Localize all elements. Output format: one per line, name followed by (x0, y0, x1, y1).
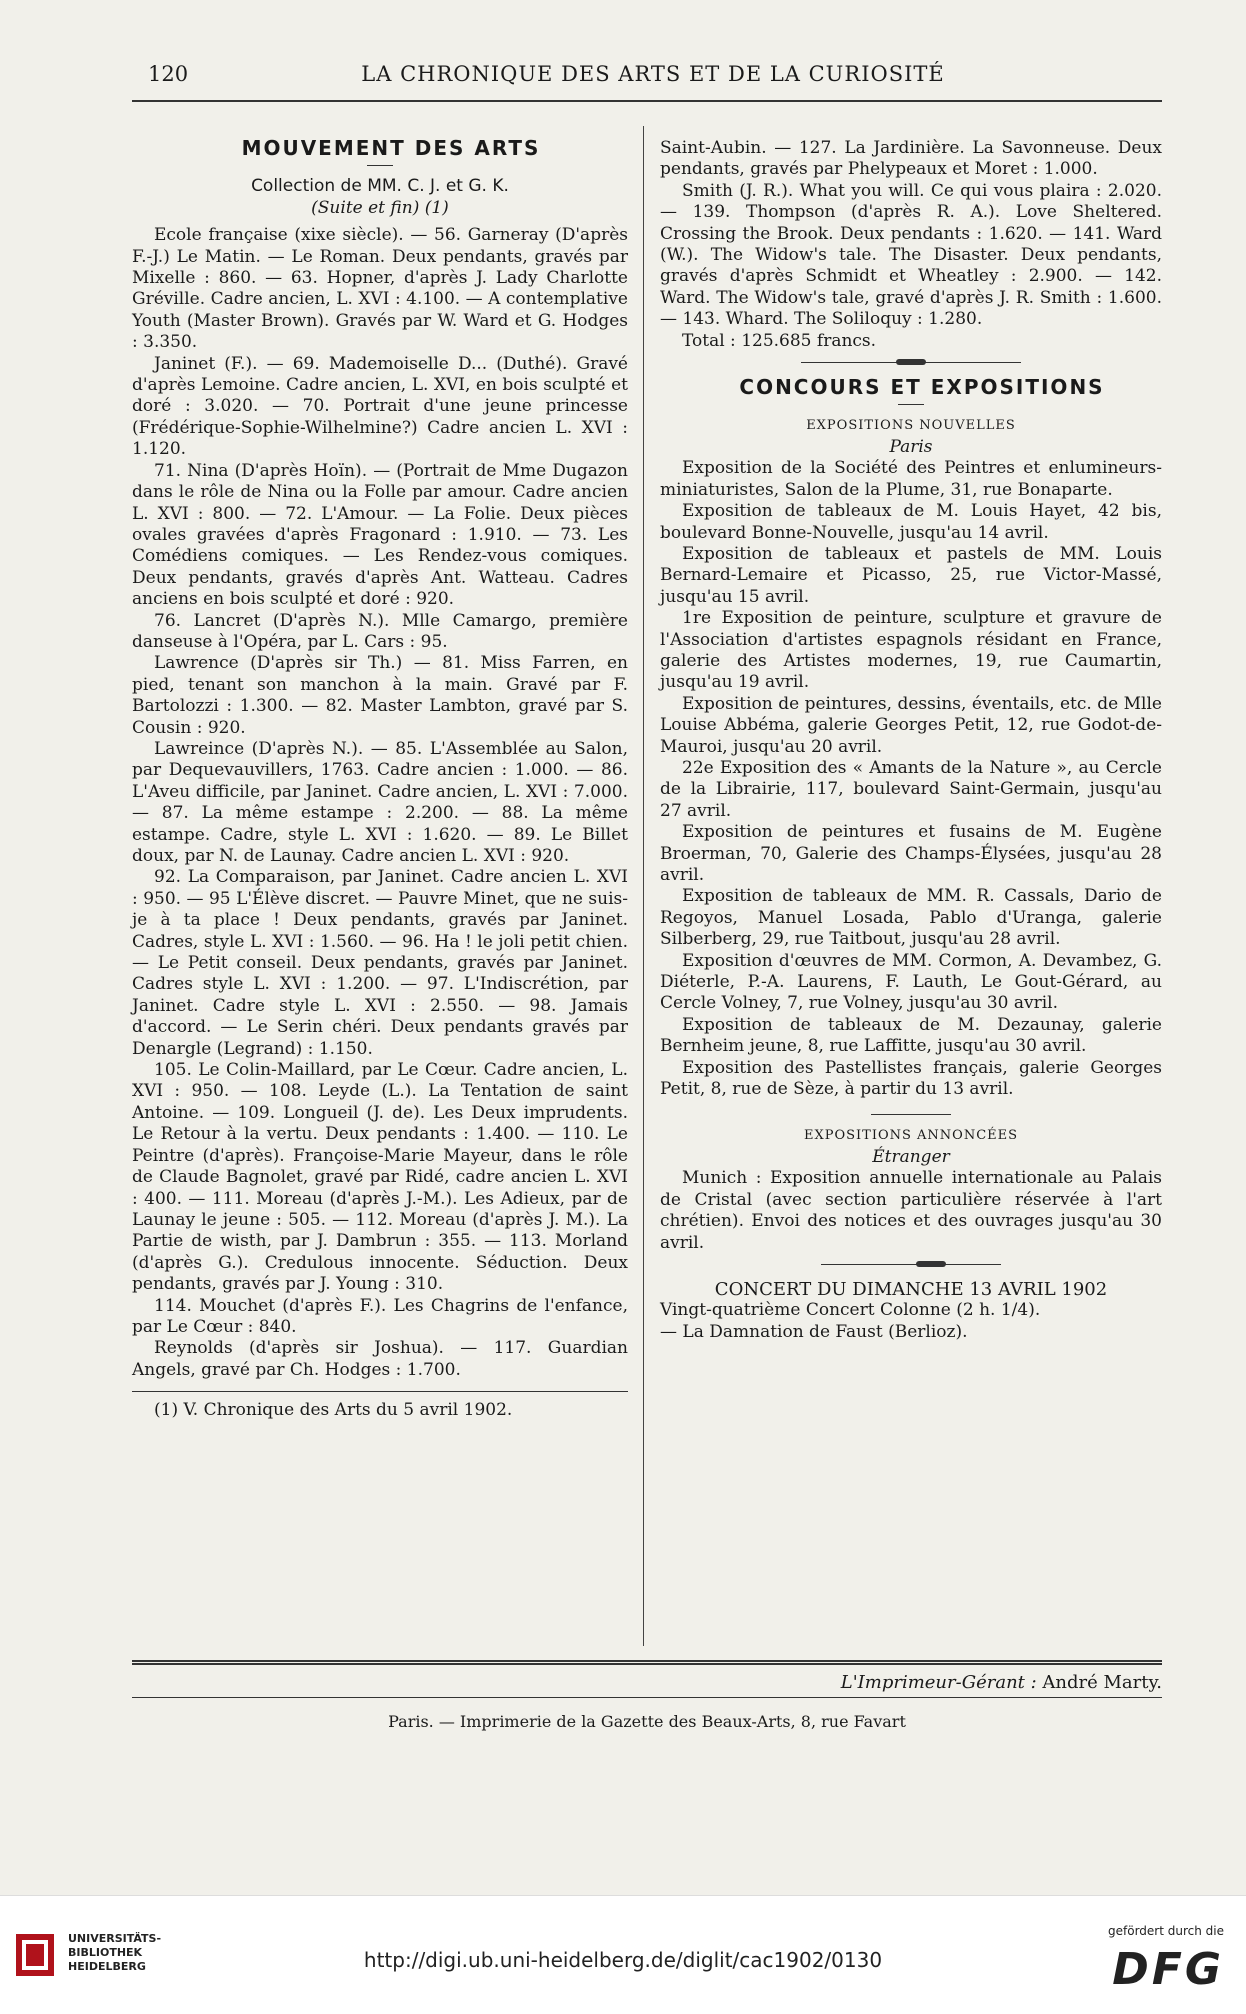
permalink-url[interactable]: http://digi.ub.uni-heidelberg.de/diglit/cac1902/0130 (363, 1948, 883, 1972)
exposition-item: Exposition de peintures, dessins, éventails, etc. de Mlle Louise Abbéma, galerie Georges Petit, 12, rue Godot-de-Mauroi, jusqu'au 20 avril. (660, 693, 1162, 757)
exposition-item: Exposition de tableaux de M. Louis Hayet, 42 bis, boulevard Bonne-Nouvelle, jusqu'au 14 avril. (660, 501, 1162, 543)
munich-item: Munich : Exposition annuelle internationale au Palais de Cristal (avec section particulière réservée à l'art chrétien). Envoi des notices et des ouvrages jusqu'au 30 avril. (660, 1168, 1162, 1253)
left-column (132, 138, 628, 1422)
concert-line: Vingt-quatrième Concert Colonne (2 h. 1/4). (660, 1300, 1041, 1321)
exposition-item: 1re Exposition de peinture, sculpture et gravure de l'Association d'artistes espagnols résidant en France, galerie des Artistes modernes, 19, rue Caumartin, jusqu'au 19 avril. (660, 608, 1162, 693)
ornament-rule (821, 1264, 1001, 1265)
heading-dash (367, 165, 393, 166)
paragraph: Saint-Aubin. — 127. La Jardinière. La Savonneuse. Deux pendants, gravés par Phelypeaux et Moret : 1.000. (660, 138, 1162, 180)
footnote: (1) V. Chronique des Arts du 5 avril 1902. (154, 1400, 513, 1421)
exposition-item: Exposition de la Société des Peintres et enlumineurs-miniaturistes, Salon de la Plume, 31, rue Bonaparte. (660, 458, 1162, 500)
column-divider (643, 126, 644, 1646)
ornament-rule (801, 362, 1021, 363)
paragraph: 114. Mouchet (d'après F.). Les Chagrins de l'enfance, par Le Cœur : 840. (132, 1295, 628, 1337)
footer-rule (132, 1697, 1162, 1698)
heading-dash (898, 404, 924, 405)
header-rule (132, 100, 1162, 102)
paragraph: Ecole française (xixe siècle). — 56. Garneray (D'après F.-J.) Le Matin. — Le Roman. Deux pendants, gravés par Mixelle : 860. — 63. Hopner, d'après J. Lady Charlotte Gréville. Cadre ancien, L. XVI : 4.100. — A contemplative Youth (Master Brown). Gravés par W. Ward et G. Hodges : 3.350. (132, 225, 628, 353)
concert-title: CONCERT DU DIMANCHE 13 AVRIL 1902 (714, 1278, 1108, 1300)
uni-line: HEIDELBERG (68, 1960, 146, 1973)
exposition-item: Exposition d'œuvres de MM. Cormon, A. Devambez, G. Diéterle, P.-A. Laurens, F. Lauth, Le Gout-Gérard, au Cercle Volney, 7, rue Volney, jusqu'au 30 avril. (660, 950, 1162, 1014)
printer-line: Paris. — Imprimerie de la Gazette des Beaux-Arts, 8, rue Favart (388, 1712, 906, 1731)
region-etranger: Étranger (872, 1146, 950, 1167)
running-header (148, 62, 1158, 92)
right-column (660, 138, 1162, 1343)
paragraph: Janinet (F.). — 69. Mademoiselle D... (Duthé). Gravé d'après Lemoine. Cadre ancien, L. XVI, en bois sculpté et doré : 3.020. — 70. Portrait d'une jeune princesse (Frédérique-Sophie-Wilhelmine?) Cadre ancien L. XVI : 1.120. (132, 353, 628, 460)
exposition-item: Exposition de tableaux et pastels de MM. Louis Bernard-Lemaire et Picasso, 25, rue Victor-Massé, jusqu'au 15 avril. (660, 543, 1162, 607)
paragraph: Lawrence (D'après sir Th.) — 81. Miss Farren, en pied, tenant son manchon à la main. Gravé par F. Bartolozzi : 1.300. — 82. Master Lambton, gravé par S. Cousin : 920. (132, 653, 628, 738)
paragraph: Lawreince (D'après N.). — 85. L'Assemblée au Salon, par Dequevauvillers, 1763. Cadre ancien : 1.000. — 86. L'Aveu difficile, par Janinet. Cadre ancien, L. XVI : 7.000. — 87. La même estampe : 2.200. — 88. La même estampe. Cadre, style L. XVI : 1.620. — 89. Le Billet doux, par N. de Launay. Cadre ancien L. XVI : 920. (132, 738, 628, 866)
uni-line: UNIVERSITÄTS- (68, 1932, 162, 1945)
paragraph: 76. Lancret (D'après N.). Mlle Camargo, première danseuse à l'Opéra, par L. Cars : 95. (132, 610, 628, 652)
exposition-item: 22e Exposition des « Amants de la Nature », au Cercle de la Librairie, 117, boulevard Saint-Germain, jusqu'au 27 avril. (660, 757, 1162, 821)
concert-line: — La Damnation de Faust (Berlioz). (660, 1321, 968, 1342)
section-heading-concours: CONCOURS ET EXPOSITIONS (739, 375, 1105, 400)
section-heading-mouvement: MOUVEMENT DES ARTS (241, 136, 541, 160)
paragraph: Reynolds (d'après sir Joshua). — 117. Guardian Angels, gravé par Ch. Hodges : 1.700. (132, 1338, 628, 1380)
gerant-label: L'Imprimeur-Gérant : (840, 1672, 1043, 1693)
exposition-item: Exposition des Pastellistes français, galerie Georges Petit, 8, rue de Sèze, à partir du 13 avril. (660, 1057, 1162, 1100)
total-line: Total : 125.685 francs. (682, 330, 877, 351)
suite-note: (Suite et fin) (1) (311, 197, 449, 218)
exposition-item: Exposition de tableaux de MM. R. Cassals, Dario de Regoyos, Manuel Losada, Pablo d'Uranga, galerie Silberberg, 29, rue Taitbout, jusqu'au 28 avril. (660, 886, 1162, 950)
uni-line: BIBLIOTHEK (68, 1946, 143, 1959)
footer-double-rule (132, 1660, 1162, 1665)
expositions-annoncees-title: EXPOSITIONS ANNONCÉES (803, 1128, 1019, 1144)
gerant-name: André Marty. (1042, 1672, 1162, 1693)
paragraph: Smith (J. R.). What you will. Ce qui vous plaira : 2.020. — 139. Thompson (d'après R. A.). Love Sheltered. Crossing the Brook. Deux pendants : 1.620. — 141. Ward (W.). The Widow's tale. The Disaster. Deux pendants, gravés d'après Schmidt et Wheatley : 2.900. — 142. Ward. The Widow's tale, gravé d'après J. R. Smith : 1.600. — 143. Whard. The Soliloquy : 1.280. (660, 180, 1162, 330)
paragraph: 92. La Comparaison, par Janinet. Cadre ancien L. XVI : 950. — 95 L'Élève discret. — Pauvre Minet, que ne suis-je à ta place ! Deux pendants, gravés par Janinet. Cadres, style L. XVI : 1.560. — 96. Ha ! le joli petit chien. — Le Petit conseil. Deux pendants, gravés par Janinet. Cadres style L. XVI : 1.200. — 97. L'Indiscrétion, par Janinet. Cadre style L. XVI : 2.550. — 98. Jamais d'accord. — Le Serin chéri. Deux pendants gravés par Denargle (Legrand) : 1.150. (132, 867, 628, 1059)
city-paris: Paris (889, 436, 933, 457)
expositions-nouvelles-title: EXPOSITIONS NOUVELLES (806, 418, 1016, 434)
exposition-item: Exposition de tableaux de M. Dezaunay, galerie Bernheim jeune, 8, rue Laffitte, jusqu'au 30 avril. (660, 1014, 1162, 1057)
journal-title: LA CHRONIQUE DES ARTS ET DE LA CURIOSITÉ (361, 62, 945, 86)
digitization-banner (0, 1895, 1246, 2014)
paragraph: 71. Nina (D'après Hoïn). — (Portrait de Mme Dugazon dans le rôle de Nina ou la Folle par amour. Cadre ancien L. XVI : 800. — 72. L'Amour. — La Folie. Deux pièces ovales gravées d'après Fragonard : 1.910. — 73. Les Comédiens comiques. — Les Rendez-vous comiques. Deux pendants, gravés d'après Ant. Watteau. Cadres anciens en bois sculpté et doré : 920. (132, 460, 628, 610)
exposition-item: Exposition de peintures et fusains de M. Eugène Broerman, 70, Galerie des Champs-Élysées, jusqu'au 28 avril. (660, 822, 1162, 885)
imprimeur-gerant (132, 1672, 1162, 1693)
collection-subheading: Collection de MM. C. J. et G. K. (251, 176, 509, 197)
dfg-logo-icon: DFG (1112, 1944, 1224, 1995)
paragraph: 105. Le Colin-Maillard, par Le Cœur. Cadre ancien, L. XVI : 950. — 108. Leyde (L.). La Tentation de saint Antoine. — 109. Longueil (J. de). Les Deux imprudents. Le Retour à la vertu. Deux pendants : 1.400. — 110. Le Peintre (d'après). Françoise-Marie Mayeur, dans le rôle de Claude Bagnolet, gravé par Ridé, cadre ancien L. XVI : 400. — 111. Moreau (d'après J.-M.). Les Adieux, par de Launay le jeune : 505. — 112. Moreau (d'après J. M.). La Partie de wisth, par J. Dambrun : 355. — 113. Morland (d'après G.). Credulous innocente. Séduction. Deux pendants, gravés par J. Young : 310. (132, 1060, 628, 1295)
funding-caption: gefördert durch die (1108, 1924, 1224, 1938)
footnote-rule (132, 1391, 628, 1392)
page-number: 120 (148, 62, 189, 86)
section-dash (871, 1114, 951, 1115)
